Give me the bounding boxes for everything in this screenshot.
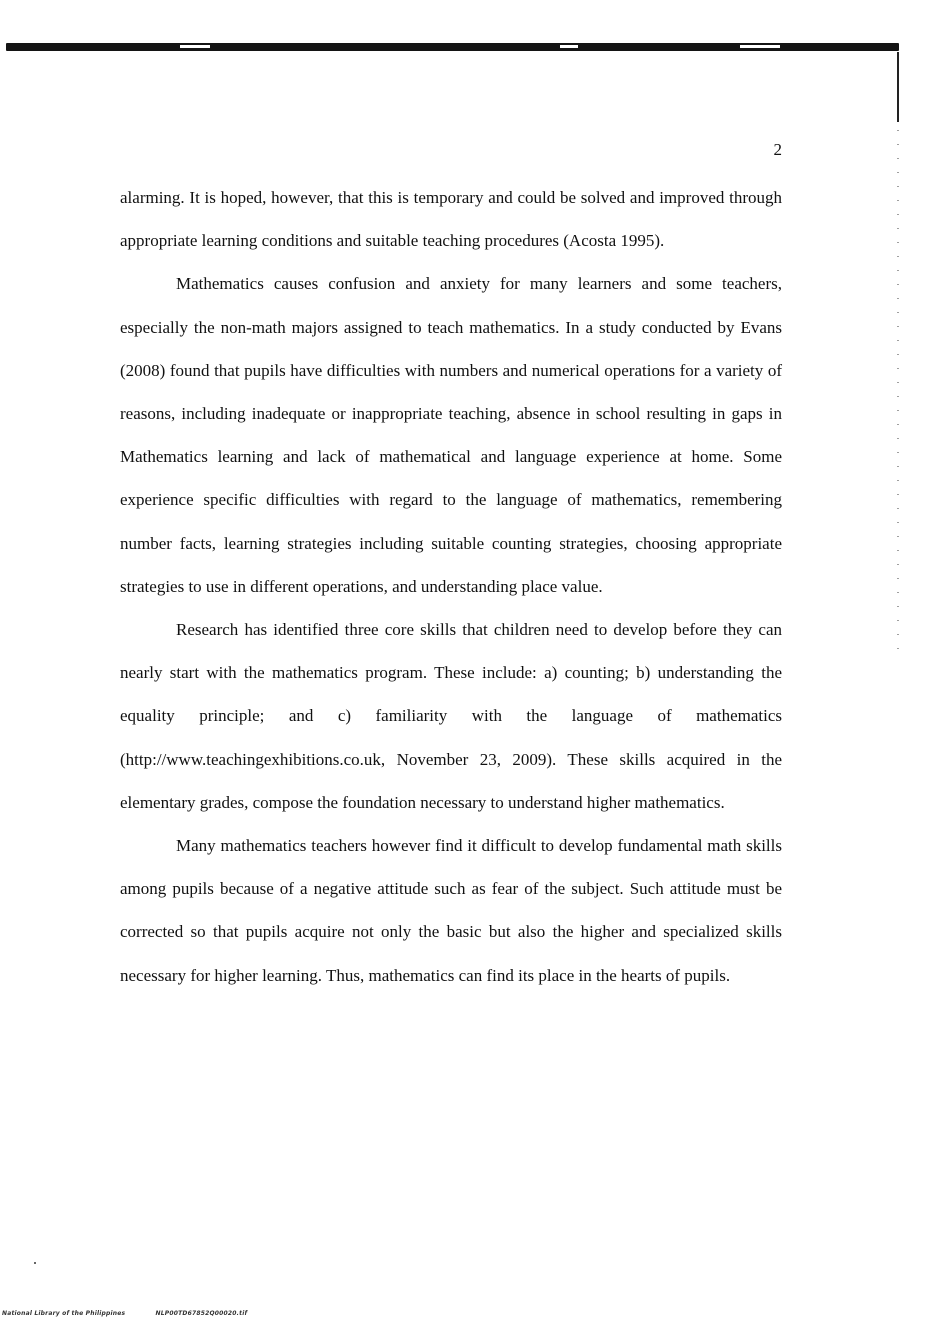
scan-border-gap (740, 45, 780, 48)
footer-library: National Library of the Philippines (2, 1310, 126, 1317)
paragraph: Many mathematics teachers however find it difficult to develop fundamental math skills among pupils because of a negative attitude such as fear of the subject. Such attitude must be corrected so that pupils acquire not only the basic but also the higher and specialized skills necessary for higher learning. Thus, mathematics can find its place in the hearts of pupils. (120, 836, 782, 985)
scan-right-edge-dots (897, 130, 899, 650)
paragraph: Mathematics causes confusion and anxiety for many learners and some teachers, especially the non-math majors assigned to teach mathematics. In a study conducted by Evans (2008) found that pupils have difficulties with numbers and numerical operations for a variety of reasons, including inadequate or inappropriate teaching, absence in school resulting in gaps in Mathematics learning and lack of mathematical and language experience at home. Some experience specific difficulties with regard to the language of mathematics, remembering number facts, learning strategies including suitable counting strategies, choosing appropriate strategies to use in different operations, and understanding place value. (120, 274, 782, 596)
scan-footer (2, 1310, 247, 1317)
scan-border-gap (180, 45, 210, 48)
page-number: 2 (773, 140, 782, 159)
paragraph: alarming. It is hoped, however, that this is temporary and could be solved and improved through appropriate learning conditions and suitable teaching procedures (Acosta 1995). (120, 188, 782, 251)
paragraph: Research has identified three core skills that children need to develop before they can nearly start with the mathematics program. These include: a) counting; b) understanding the equality principle; and c) familiarity with the language of mathematics (http://www.teachingexhibitions.co.uk, November 23, 2009). These skills acquired in the elementary grades, compose the foundation necessary to understand higher mathematics. (120, 620, 782, 812)
document-body (120, 176, 782, 997)
footer-code: NLP00TD67852Q00020.tif (155, 1310, 248, 1317)
scan-right-edge (897, 52, 899, 122)
scan-border-gap (560, 45, 578, 48)
scan-speck (34, 1262, 36, 1264)
